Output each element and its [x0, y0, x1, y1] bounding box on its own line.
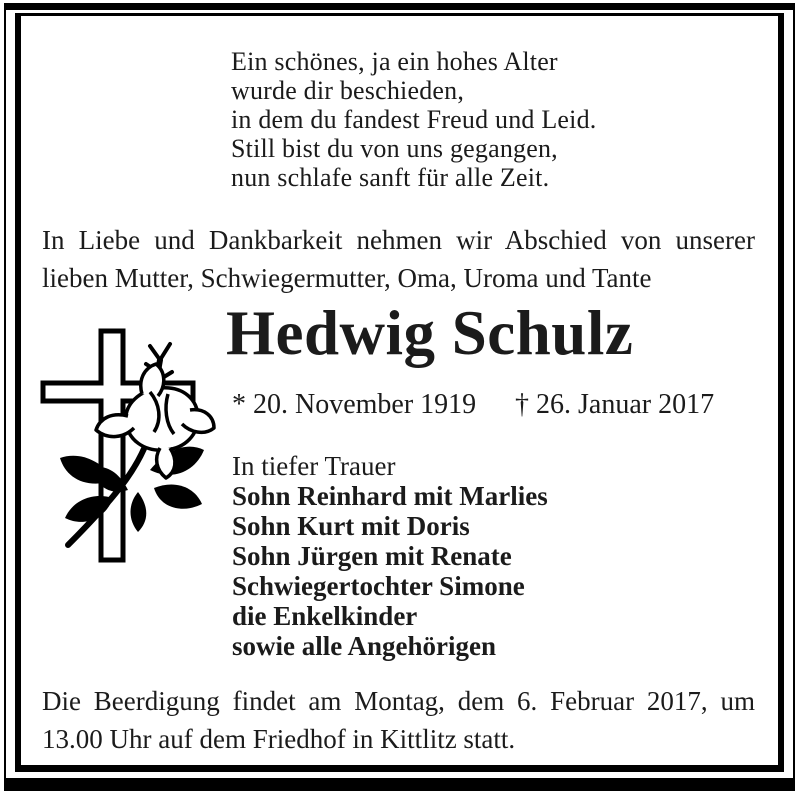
- mourner-line: Sohn Kurt mit Doris: [232, 511, 470, 541]
- life-dates: [232, 389, 715, 421]
- funeral-notice: [42, 682, 755, 758]
- deceased-name: Hedwig Schulz: [226, 298, 634, 368]
- verse-line: in dem du fandest Freud und Leid.: [231, 105, 597, 134]
- funeral-line: Die Beerdigung findet am Montag, dem 6. Februar 2017, um: [42, 686, 755, 716]
- birth-date: * 20. November 1919: [232, 389, 477, 420]
- mourner-line: Sohn Reinhard mit Marlies: [232, 481, 548, 511]
- mourner-line: Sohn Jürgen mit Renate: [232, 541, 512, 571]
- mourners-list: [232, 451, 548, 661]
- verse-line: Still bist du von uns gegangen,: [231, 134, 558, 163]
- mourner-line: die Enkelkinder: [232, 601, 418, 631]
- death-date: † 26. Januar 2017: [515, 389, 715, 420]
- cross-rose-icon: [38, 320, 218, 578]
- mourner-line: sowie alle Angehörigen: [232, 631, 496, 661]
- farewell-introduction: [42, 221, 755, 297]
- verse-line: nun schlafe sanft für alle Zeit.: [231, 163, 550, 192]
- mourner-line: Schwiegertochter Simone: [232, 571, 525, 601]
- funeral-line: 13.00 Uhr auf dem Friedhof in Kittlitz statt.: [42, 724, 516, 754]
- opening-verse: [231, 47, 596, 192]
- verse-line: Ein schönes, ja ein hohes Alter: [231, 47, 558, 76]
- mourners-intro: In tiefer Trauer: [232, 451, 396, 481]
- verse-line: wurde dir beschieden,: [231, 76, 465, 105]
- intro-line: In Liebe und Dankbarkeit nehmen wir Abschied von unserer: [42, 225, 755, 255]
- intro-line: lieben Mutter, Schwiegermutter, Oma, Uroma und Tante: [42, 263, 652, 293]
